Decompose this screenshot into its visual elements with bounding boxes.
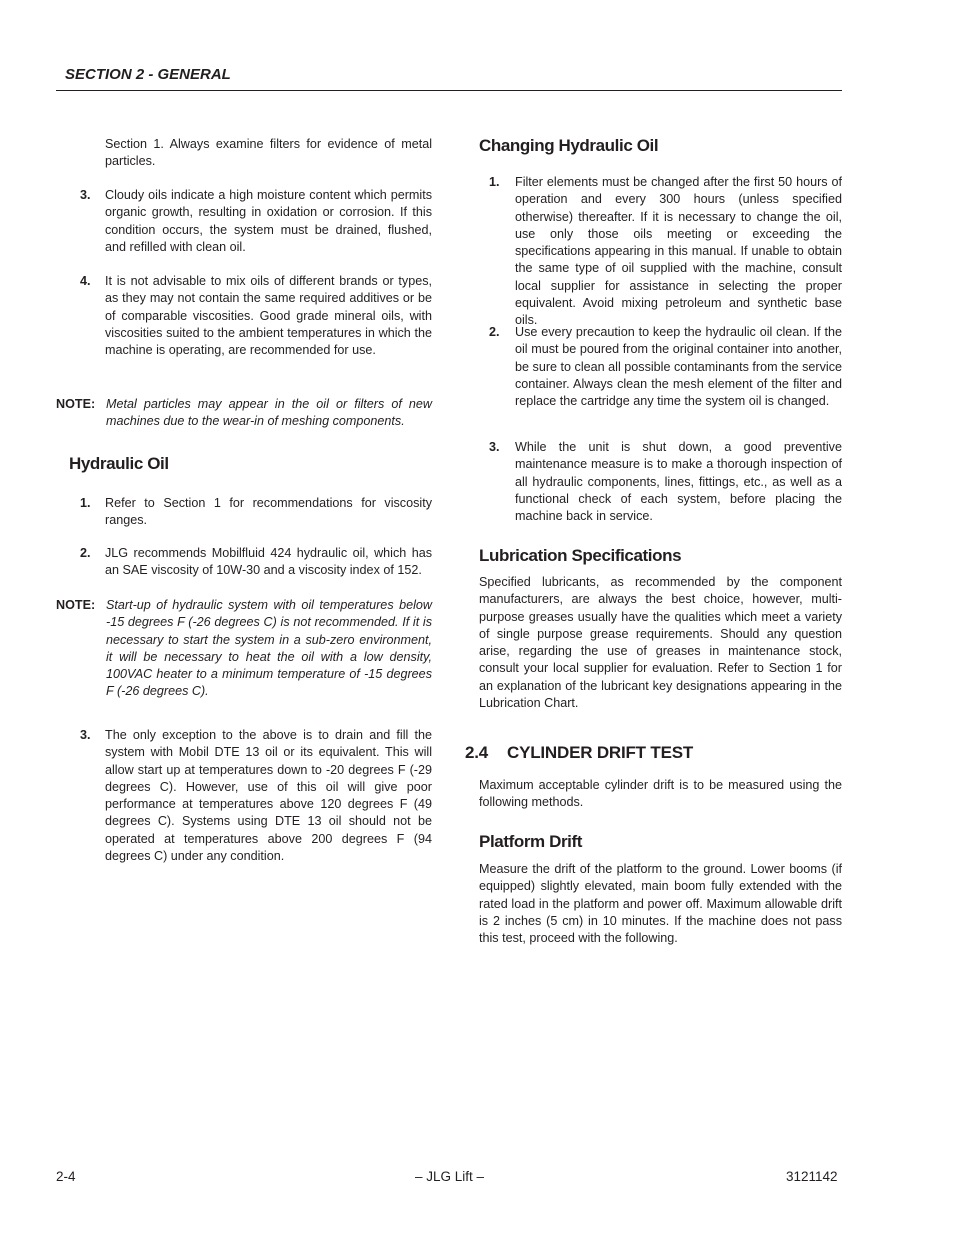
section-number: 2.4 — [465, 743, 489, 762]
note-label: NOTE: — [56, 397, 96, 411]
item-number: 3. — [489, 440, 500, 454]
list-item: Filter elements must be changed after the first 50 hours of operation and every 300 hours (unless specified otherwise) thereafter. If it is necessary to change the oil, use only those oils meeting or exceeding the specifications appearing in this manual. If unable to obtain the same type of oil supplied with the machine, consult local supplier for assistance in selecting the proper equivalent. Avoid mixing petroleum and synthetic base oils. — [515, 175, 842, 328]
platform-drift-heading: Platform Drift — [479, 832, 583, 851]
list-item: Refer to Section 1 for recommendations for viscosity ranges. — [105, 496, 432, 528]
item-number: 3. — [80, 728, 91, 742]
list-item: While the unit is shut down, a good preventive maintenance measure is to make a thorough inspection of all hydraulic components, lines, fittings, etc., as well as a functional check of each system, before placing the machine back in service. — [515, 440, 842, 524]
item-number: 1. — [489, 175, 500, 189]
footer-title: – JLG Lift – — [415, 1169, 485, 1184]
platform-drift-paragraph: Measure the drift of the platform to the ground. Lower booms (if equipped) slightly elevated, main boom fully extended with the rated load in the platform and power off. Maximum allowable drift is 2 inches (5 cm) in 10 minutes. If the machine does not pass this test, proceed with the following. — [479, 862, 842, 946]
lubrication-heading: Lubrication Specifications — [479, 546, 682, 565]
note-text: Metal particles may appear in the oil or filters of new machines due to the wear-in of meshing components. — [106, 397, 432, 429]
note-text: Start-up of hydraulic system with oil temperatures below -15 degrees F (-26 degrees C) is not recommended. If it is necessary to start the system in a sub-zero environment, it will be necessary to heat the oil with a low density, 100VAC heater to a minimum temperature of -15 degrees F (-26 degrees C). — [106, 598, 432, 699]
intro-paragraph: Section 1. Always examine filters for evidence of metal particles. — [105, 137, 432, 169]
section-title: SECTION 2 - GENERAL — [65, 66, 231, 83]
list-item: Use every precaution to keep the hydraulic oil clean. If the oil must be poured from the original container into another, be sure to clean all possible contaminants from the service container. Always clean the mesh element of the filter and replace the cartridge any time the system oil is changed. — [515, 325, 842, 409]
changing-hydraulic-oil-heading: Changing Hydraulic Oil — [479, 136, 659, 155]
note-label: NOTE: — [56, 598, 96, 612]
hydraulic-oil-heading: Hydraulic Oil — [69, 454, 169, 473]
list-item: It is not advisable to mix oils of different brands or types, as they may not contain the same required additives or be of comparable viscosities. Good grade mineral oils, with viscosities suited to the ambient temperatures in which the machine is operating, are recommended for use. — [105, 274, 432, 358]
list-item: The only exception to the above is to drain and fill the system with Mobil DTE 13 oil or its equivalent. This will allow start up at temperatures down to -20 degrees F (-29 degrees C). However, use of this oil will give poor performance at temperatures above 120 degrees F (49 degrees C). Systems using DTE 13 oil should not be operated at temperatures above 200 degrees F (94 degrees C) under any condition. — [105, 728, 432, 864]
section-heading: CYLINDER DRIFT TEST — [507, 743, 694, 762]
lubrication-paragraph: Specified lubricants, as recommended by the component manufacturers, are always the best choice, however, multi-purpose greases usually have the qualities which meet a variety of single purpose grease requirements. Should any question arise, regarding the use of greases in maintenance stock, consult your local supplier for evaluation. Refer to Section 1 for an explanation of the lubricant key designations appearing in the Lubrication Chart. — [479, 575, 842, 711]
page-number: 2-4 — [56, 1169, 76, 1184]
drift-intro-paragraph: Maximum acceptable cylinder drift is to be measured using the following methods. — [479, 778, 842, 810]
item-number: 2. — [80, 546, 91, 560]
item-number: 1. — [80, 496, 91, 510]
item-number: 3. — [80, 188, 91, 202]
page-header — [56, 64, 842, 91]
list-item: JLG recommends Mobilfluid 424 hydraulic oil, which has an SAE viscosity of 10W-30 and a viscosity index of 152. — [105, 546, 432, 578]
item-number: 2. — [489, 325, 500, 339]
document-number: 3121142 — [786, 1169, 838, 1184]
list-item: Cloudy oils indicate a high moisture content which permits organic growth, resulting in oxidation or corrosion. If this condition occurs, the system must be drained, flushed, and refilled with clean oil. — [105, 188, 432, 254]
item-number: 4. — [80, 274, 91, 288]
